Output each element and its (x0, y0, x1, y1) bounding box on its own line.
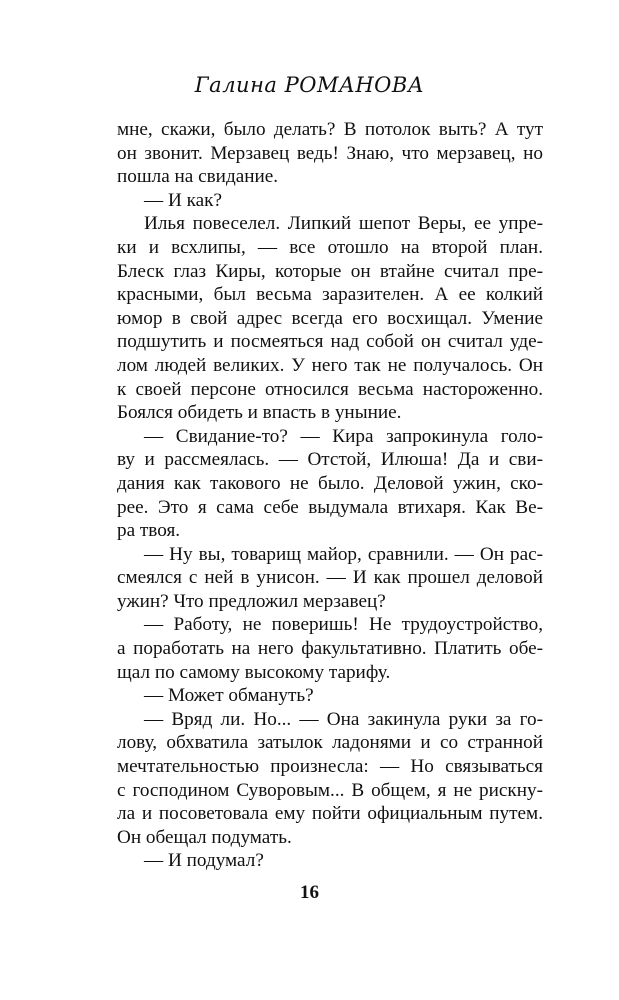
text-line: юмор в свой адрес всегда его восхищал. Умение (117, 307, 543, 329)
running-head: Галина РОМАНОВА (194, 73, 425, 97)
text-line: а поработать на него факультативно. Платить обе- (117, 638, 543, 660)
text-line: пошла на свидание. (117, 166, 279, 188)
text-line: Блеск глаз Киры, которые он втайне считал пре- (117, 260, 543, 282)
text-line: ужин? Что предложил мерзавец? (117, 590, 386, 612)
text-line: ла и посоветовала ему пойти официальным путем. (117, 803, 543, 825)
text-line: Боялся обидеть и впасть в уныние. (117, 402, 402, 424)
text-line: мечтательностью произнесла: — Но связываться (117, 756, 543, 778)
text-line: Он обещал подумать. (117, 826, 292, 848)
text-line: — Работу, не поверишь! Не трудоустройство, (144, 614, 543, 636)
text-line: — Ну вы, товарищ майор, сравнили. — Он рас- (144, 543, 543, 565)
text-line: он звонит. Мерзавец ведь! Знаю, что мерзавец, но (117, 142, 543, 164)
text-line: — Может обмануть? (144, 685, 314, 707)
text-line: Илья повеселел. Липкий шепот Веры, ее упре- (144, 213, 543, 235)
text-line: подшутить и посмеяться над собой он считал уде- (117, 331, 543, 353)
text-line: смеялся с ней в унисон. — И как прошел деловой (117, 567, 543, 589)
text-line: к своей персоне относился весьма настороженно. (117, 378, 543, 400)
text-line: лову, обхватила затылок ладонями и со странной (117, 732, 543, 754)
text-line: дания как такового не было. Деловой ужин, ско- (117, 472, 543, 494)
text-line: — Вряд ли. Но... — Она закинула руки за го- (144, 708, 543, 730)
text-line: мне, скажи, было делать? В потолок выть? А тут (117, 119, 543, 140)
text-line: — Свидание-то? — Кира запрокинула голо- (144, 425, 543, 447)
page-number: 16 (300, 882, 319, 903)
text-line: с господином Суворовым... В общем, я не рискну- (117, 779, 543, 801)
text-line: — И подумал? (144, 850, 264, 872)
text-line: рее. Это я сама себе выдумала втихаря. Как Ве- (117, 496, 543, 518)
body-text (117, 118, 543, 873)
text-line: ки и всхлипы, — все отошло на второй план. (117, 236, 543, 258)
text-line: — И как? (144, 189, 223, 211)
text-line: ра твоя. (117, 520, 181, 542)
text-line: ву и рассмеялась. — Отстой, Илюша! Да и сви- (117, 449, 543, 471)
text-line: лом людей великих. У него так не получалось. Он (117, 354, 543, 376)
text-line: щал по самому высокому тарифу. (117, 661, 391, 683)
text-line: красными, был весьма заразителен. А ее колкий (117, 284, 543, 306)
